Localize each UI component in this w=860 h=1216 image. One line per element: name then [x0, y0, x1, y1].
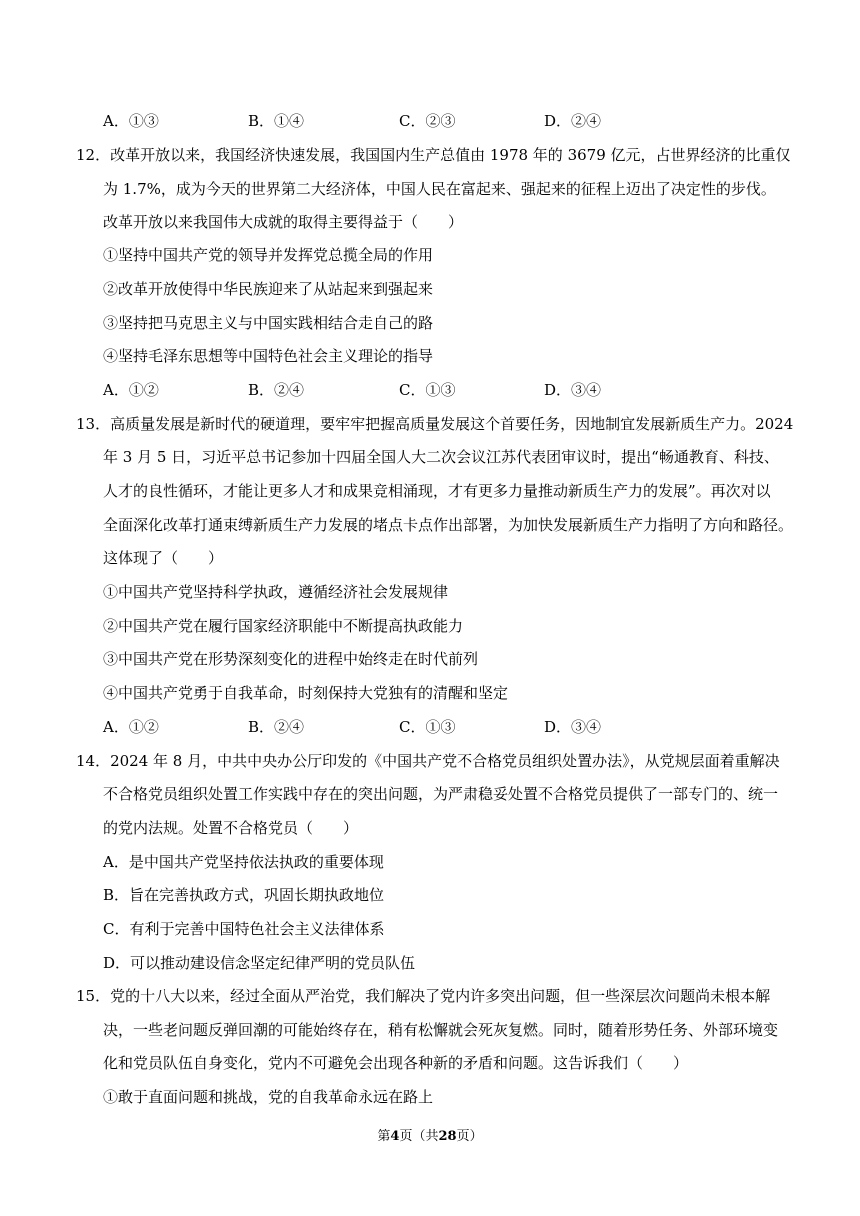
- page-footer: [0, 1128, 860, 1146]
- q11-options: [103, 111, 703, 131]
- q12-item: ②改革开放使得中华民族迎来了从站起来到强起来: [103, 280, 434, 298]
- footer-total-pages: 28: [438, 1129, 457, 1144]
- q15-item: ①敢于直面问题和挑战，党的自我革命永远在路上: [103, 1088, 434, 1106]
- q13-stem-line: 人才的良性循环，才能让更多人才和成果竞相涌现，才有更多力量推动新质生产力的发展”。再次对以: [103, 482, 771, 500]
- q12-stem-line: 改革开放以来我国伟大成就的取得主要得益于（ ）: [103, 213, 464, 231]
- q13-stem-line: 13．高质量发展是新时代的硬道理，要牢牢把握高质量发展这个首要任务，因地制宜发展新质生产力。2024: [76, 415, 794, 433]
- q13-item: ④中国共产党勇于自我革命，时刻保持大党独有的清醒和坚定: [103, 684, 509, 702]
- q13-item: ②中国共产党在履行国家经济职能中不断提高执政能力: [103, 617, 464, 635]
- q12-option-b: B．②④: [248, 381, 305, 399]
- q14-stem-line: 的党内法规。处置不合格党员（ ）: [103, 819, 359, 837]
- footer-middle: 页（共: [399, 1129, 439, 1144]
- q13-stem-line: 年 3 月 5 日，习近平总书记参加十四届全国人大二次会议江苏代表团审议时，提出“畅通教育、科技、: [103, 448, 779, 466]
- footer-prefix: 第: [377, 1129, 391, 1144]
- q12-stem-line: 为 1.7%，成为今天的世界第二大经济体，中国人民在富起来、强起来的征程上迈出了决定性的步伐。: [103, 180, 776, 198]
- footer-suffix: 页）: [456, 1129, 483, 1144]
- q12-options: [103, 380, 703, 400]
- q13-option-a: A．①②: [103, 718, 159, 736]
- q11-option-d: D．②④: [544, 112, 602, 130]
- q11-option-b: B．①④: [248, 112, 305, 130]
- q14-choice-c: C．有利于完善中国特色社会主义法律体系: [103, 920, 385, 938]
- q12-item: ④坚持毛泽东思想等中国特色社会主义理论的指导: [103, 347, 434, 365]
- q15-stem-line: 决，一些老问题反弹回潮的可能始终存在，稍有松懈就会死灰复燃。同时，随着形势任务、外部环境变: [103, 1021, 779, 1039]
- footer-page-number: 4: [390, 1129, 400, 1144]
- q14-choice-a: A．是中国共产党坚持依法执政的重要体现: [103, 853, 384, 871]
- q13-option-d: D．③④: [544, 718, 602, 736]
- q11-option-a: A．①③: [103, 112, 159, 130]
- q15-stem-line: 15．党的十八大以来，经过全面从严治党，我们解决了党内许多突出问题，但一些深层次问题尚未根本解: [76, 987, 771, 1005]
- q13-stem-line: 这体现了（ ）: [103, 549, 224, 567]
- q13-option-b: B．②④: [248, 718, 305, 736]
- q14-stem-line: 不合格党员组织处置工作实践中存在的突出问题，为严肃稳妥处置不合格党员提供了一部专门的、统一: [103, 785, 779, 803]
- q12-stem-line: 12．改革开放以来，我国经济快速发展，我国国内生产总值由 1978 年的 3679 亿元，占世界经济的比重仅: [76, 146, 791, 164]
- q12-option-a: A．①②: [103, 381, 159, 399]
- q13-item: ①中国共产党坚持科学执政，遵循经济社会发展规律: [103, 583, 449, 601]
- q13-item: ③中国共产党在形势深刻变化的进程中始终走在时代前列: [103, 650, 479, 668]
- q14-stem-line: 14．2024 年 8 月，中共中央办公厅印发的《中国共产党不合格党员组织处置办法》，从党规层面着重解决: [76, 752, 780, 770]
- q13-stem-line: 全面深化改革打通束缚新质生产力发展的堵点卡点作出部署，为加快发展新质生产力指明了方向和路径。: [103, 516, 794, 534]
- q11-option-c: C．②③: [399, 112, 456, 130]
- q12-option-d: D．③④: [544, 381, 602, 399]
- q12-item: ①坚持中国共产党的领导并发挥党总揽全局的作用: [103, 246, 434, 264]
- q14-choice-b: B．旨在完善执政方式，巩固长期执政地位: [103, 886, 385, 904]
- q12-item: ③坚持把马克思主义与中国实践相结合走自己的路: [103, 314, 434, 332]
- q13-options: [103, 717, 703, 737]
- q15-stem-line: 化和党员队伍自身变化，党内不可避免会出现各种新的矛盾和问题。这告诉我们（ ）: [103, 1054, 689, 1072]
- q12-option-c: C．①③: [399, 381, 456, 399]
- q13-option-c: C．①③: [399, 718, 456, 736]
- q14-choice-d: D．可以推动建设信念坚定纪律严明的党员队伍: [103, 954, 416, 972]
